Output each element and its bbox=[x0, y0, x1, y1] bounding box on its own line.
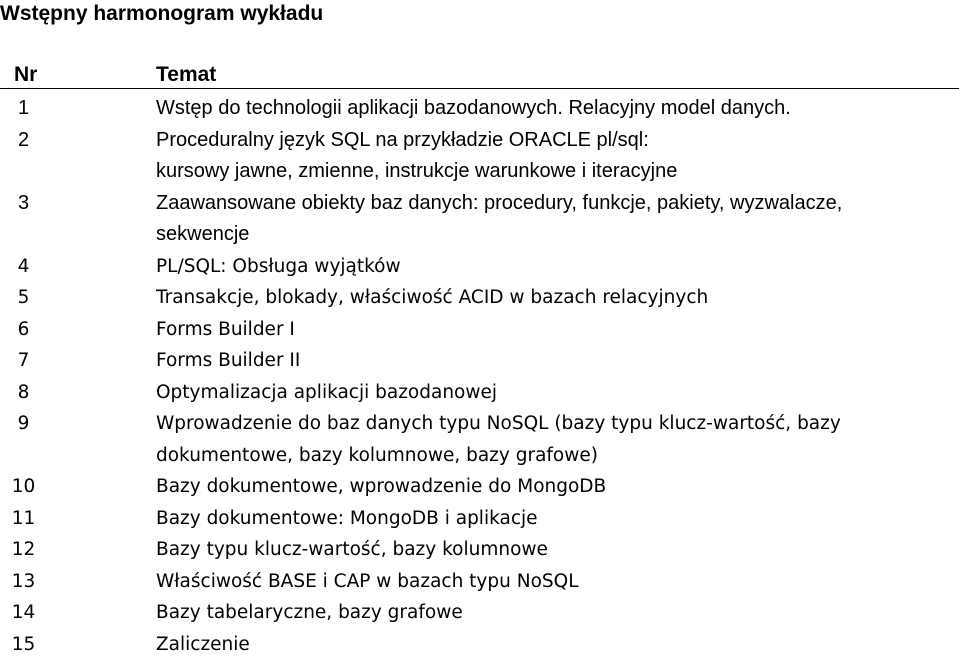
schedule-table bbox=[0, 62, 959, 660]
table-row bbox=[0, 345, 959, 377]
row-number: 9 bbox=[0, 408, 47, 440]
table-row bbox=[0, 471, 959, 503]
table-row bbox=[0, 534, 959, 566]
table-row bbox=[0, 188, 959, 251]
row-number: 10 bbox=[0, 471, 47, 503]
row-number: 11 bbox=[0, 503, 47, 535]
page-title: Wstępny harmonogram wykładu bbox=[0, 2, 323, 26]
table-row bbox=[0, 251, 959, 283]
row-number: 12 bbox=[0, 534, 47, 566]
row-topic: Bazy typu klucz-wartość, bazy kolumnowe bbox=[156, 534, 956, 566]
row-number: 7 bbox=[0, 345, 47, 377]
table-body bbox=[0, 89, 959, 660]
table-row bbox=[0, 377, 959, 409]
row-number: 1 bbox=[0, 93, 47, 125]
row-number: 2 bbox=[0, 125, 47, 157]
row-topic: Forms Builder II bbox=[156, 345, 956, 377]
row-number: 8 bbox=[0, 377, 47, 409]
row-topic: Transakcje, blokady, właściwość ACID w bazach relacyjnych bbox=[156, 282, 956, 314]
column-header-topic: Temat bbox=[156, 62, 216, 88]
row-topic: Bazy dokumentowe, wprowadzenie do MongoDB bbox=[156, 471, 956, 503]
row-number: 6 bbox=[0, 314, 47, 346]
row-number: 4 bbox=[0, 251, 47, 283]
row-topic: PL/SQL: Obsługa wyjątków bbox=[156, 251, 956, 283]
row-topic: Proceduralny język SQL na przykładzie ORACLE pl/sql: kursowy jawne, zmienne, instrukcje warunkowe i iteracyjne bbox=[156, 125, 956, 188]
table-row bbox=[0, 125, 959, 188]
row-topic: Zaawansowane obiekty baz danych: procedury, funkcje, pakiety, wyzwalacze, sekwencje bbox=[156, 188, 956, 251]
row-number: 13 bbox=[0, 566, 47, 598]
table-row bbox=[0, 597, 959, 629]
row-topic: Optymalizacja aplikacji bazodanowej bbox=[156, 377, 956, 409]
row-topic: Bazy dokumentowe: MongoDB i aplikacje bbox=[156, 503, 956, 535]
row-number: 3 bbox=[0, 188, 47, 220]
table-row bbox=[0, 566, 959, 598]
row-topic: Właściwość BASE i CAP w bazach typu NoSQL bbox=[156, 566, 956, 598]
row-topic: Wprowadzenie do baz danych typu NoSQL (bazy typu klucz-wartość, bazy dokumentowe, bazy kolumnowe, bazy grafowe) bbox=[156, 408, 956, 471]
table-row bbox=[0, 314, 959, 346]
row-topic: Wstęp do technologii aplikacji bazodanowych. Relacyjny model danych. bbox=[156, 93, 956, 125]
table-row bbox=[0, 93, 959, 125]
row-topic: Bazy tabelaryczne, bazy grafowe bbox=[156, 597, 956, 629]
row-number: 14 bbox=[0, 597, 47, 629]
table-row bbox=[0, 629, 959, 660]
row-number: 15 bbox=[0, 629, 47, 660]
table-row bbox=[0, 282, 959, 314]
table-row bbox=[0, 408, 959, 471]
table-row bbox=[0, 503, 959, 535]
row-topic: Zaliczenie bbox=[156, 629, 956, 660]
row-number: 5 bbox=[0, 282, 47, 314]
table-header bbox=[0, 62, 959, 89]
row-topic: Forms Builder I bbox=[156, 314, 956, 346]
column-header-nr: Nr bbox=[14, 62, 37, 88]
